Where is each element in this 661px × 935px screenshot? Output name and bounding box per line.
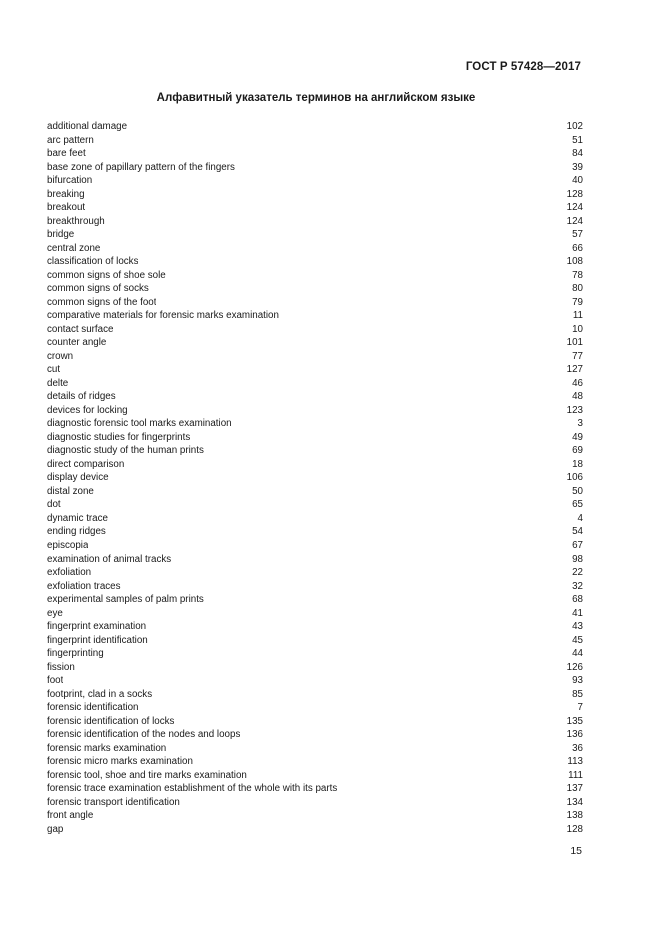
index-entry-term: distal zone (47, 485, 94, 497)
index-entry-page: 113 (567, 756, 583, 768)
index-entry-page: 48 (572, 391, 583, 403)
index-entry-page: 135 (566, 715, 583, 727)
index-entry-term: bare feet (47, 148, 86, 160)
index-entry (47, 444, 583, 458)
index-entry-page: 126 (566, 661, 583, 673)
index-entry-term: breakthrough (47, 215, 105, 227)
index-entry-page: 39 (572, 161, 583, 173)
index-entry (47, 228, 583, 242)
index-entry-page: 108 (566, 256, 583, 268)
index-entry (47, 134, 583, 148)
index-entry (47, 458, 583, 472)
index-entry-page: 69 (572, 445, 583, 457)
index-entry (47, 782, 583, 796)
index-entry (47, 309, 583, 323)
index-entry (47, 566, 583, 580)
index-entry-page: 98 (572, 553, 583, 565)
index-entry-term: fingerprinting (47, 648, 104, 660)
index-entry-page: 54 (572, 526, 583, 538)
index-entry-page: 85 (572, 688, 583, 700)
index-entry (47, 809, 583, 823)
index-entry (47, 215, 583, 229)
index-entry (47, 688, 583, 702)
index-entry-page: 124 (566, 215, 583, 227)
index-entry (47, 593, 583, 607)
index-entry-term: breakout (47, 202, 86, 214)
index-entry (47, 580, 583, 594)
index-entry-term: comparative materials for forensic marks examination (47, 310, 279, 322)
index-entry-term: forensic identification of the nodes and loops (47, 729, 241, 741)
index-entry-term: diagnostic forensic tool marks examination (47, 418, 232, 430)
index-entry-page: 49 (572, 431, 583, 443)
index-entry-term: breaking (47, 188, 85, 200)
index-entry-term: additional damage (47, 121, 128, 132)
index-entry-page: 124 (566, 202, 583, 214)
index-entry (47, 539, 583, 553)
index-entry (47, 377, 583, 391)
index-entry-term: forensic identification of locks (47, 715, 175, 727)
index-entry (47, 485, 583, 499)
index-entry (47, 269, 583, 283)
index-entry-term: bridge (47, 229, 75, 241)
index-entry (47, 674, 583, 688)
index-entry (47, 161, 583, 175)
index-entry-term: fingerprint examination (47, 621, 147, 633)
index-entry (47, 715, 583, 729)
index-entry-term: foot (47, 675, 64, 687)
index-entry-page: 45 (572, 634, 583, 646)
index-entry-term: diagnostic study of the human prints (47, 445, 204, 457)
index-entry (47, 336, 583, 350)
index-entry (47, 147, 583, 161)
index-entry-page: 128 (566, 188, 583, 200)
index-entry (47, 255, 583, 269)
index-entry-page: 80 (572, 283, 583, 295)
index-entry-term: common signs of the foot (47, 296, 157, 308)
index-entry-page: 43 (572, 621, 583, 633)
index-entry-term: ending ridges (47, 526, 106, 538)
index-entry-term: arc pattern (47, 134, 94, 146)
index-entry (47, 661, 583, 675)
index-entry-page: 32 (572, 580, 583, 592)
index-entry-term: dot (47, 499, 61, 511)
index-entry (47, 242, 583, 256)
index-entry-page: 93 (572, 675, 583, 687)
index-entry (47, 188, 583, 202)
index-entry-term: direct comparison (47, 458, 125, 470)
index-entry-term: examination of animal tracks (47, 553, 172, 565)
index-entry (47, 512, 583, 526)
index-entry (47, 350, 583, 364)
index-entry (47, 823, 583, 837)
index-entry (47, 201, 583, 215)
index-entry-page: 41 (572, 607, 583, 619)
index-entry (47, 431, 583, 445)
index-entry-page: 106 (566, 472, 583, 484)
index-entry (47, 174, 583, 188)
index-entry-page: 102 (566, 121, 583, 132)
index-entry-page: 7 (577, 702, 583, 714)
index-entry-page: 57 (572, 229, 583, 241)
index-entry-page: 128 (566, 823, 583, 835)
index-entry-page: 65 (572, 499, 583, 511)
index-entry (47, 390, 583, 404)
index-title: Алфавитный указатель терминов на английском языке (156, 92, 476, 104)
index-entry-term: forensic tool, shoe and tire marks examination (47, 769, 247, 781)
index-entry-page: 77 (572, 350, 583, 362)
index-entry-term: cut (47, 364, 61, 376)
index-entry-page: 66 (572, 242, 583, 254)
index-entry-term: exfoliation (47, 567, 92, 579)
index-entry-page: 123 (566, 404, 583, 416)
index-entry (47, 323, 583, 337)
index-entry-term: forensic identification (47, 702, 139, 714)
index-entry-term: episcopia (47, 539, 89, 551)
index-entry (47, 363, 583, 377)
index-entry-page: 101 (566, 337, 583, 349)
index-entry-term: fingerprint identification (47, 634, 148, 646)
index-entry-term: bifurcation (47, 175, 93, 187)
index-entry (47, 701, 583, 715)
index-entry-page: 10 (572, 323, 583, 335)
index-entry-page: 44 (572, 648, 583, 660)
index-entry (47, 417, 583, 431)
index-entry (47, 471, 583, 485)
index-entry (47, 120, 583, 134)
index-entry-term: common signs of socks (47, 283, 149, 295)
index-entry (47, 607, 583, 621)
index-entry-term: fission (47, 661, 75, 673)
index-entry (47, 296, 583, 310)
index-entry-term: classification of locks (47, 256, 139, 268)
index-entry-page: 22 (572, 567, 583, 579)
index-entry-page: 46 (572, 377, 583, 389)
index-entry-page: 137 (566, 783, 583, 795)
index-entry-page: 79 (572, 296, 583, 308)
index-entry-term: base zone of papillary pattern of the fingers (47, 161, 235, 173)
index-entry-page: 36 (572, 742, 583, 754)
index-entry-page: 127 (566, 364, 583, 376)
index-entry-page: 84 (572, 148, 583, 160)
index-entry-term: footprint, clad in a socks (47, 688, 153, 700)
index-entry-page: 51 (572, 134, 583, 146)
index-entry-term: delte (47, 377, 69, 389)
index-entry (47, 634, 583, 648)
index-entry-page: 18 (572, 458, 583, 470)
index-entry-page: 134 (566, 796, 583, 808)
index-entry-term: forensic transport identification (47, 796, 180, 808)
index-entry-term: counter angle (47, 337, 107, 349)
index-entry-term: gap (47, 823, 64, 835)
index-entry (47, 404, 583, 418)
index-entry-term: details of ridges (47, 391, 116, 403)
index-entry-term: experimental samples of palm prints (47, 594, 204, 606)
index-entry-term: forensic micro marks examination (47, 756, 193, 768)
index-entry-term: forensic marks examination (47, 742, 167, 754)
index-entry-term: central zone (47, 242, 101, 254)
index-entry-term: front angle (47, 810, 94, 822)
index-entry-page: 67 (572, 539, 583, 551)
index-entry-page: 50 (572, 485, 583, 497)
page-number: 15 (570, 845, 582, 857)
index-entry (47, 525, 583, 539)
index-entry-term: devices for locking (47, 404, 128, 416)
index-entry (47, 728, 583, 742)
index-entry-term: dynamic trace (47, 512, 108, 524)
index-entry-term: diagnostic studies for fingerprints (47, 431, 191, 443)
index-entry-term: common signs of shoe sole (47, 269, 166, 281)
index-entry-page: 136 (566, 729, 583, 741)
index-entry-page: 40 (572, 175, 583, 187)
index-entry (47, 282, 583, 296)
index-entry-page: 4 (577, 512, 583, 524)
index-entry (47, 755, 583, 769)
index-entry-page: 11 (572, 310, 583, 322)
index-entry (47, 647, 583, 661)
index-entry (47, 742, 583, 756)
document-code: ГОСТ Р 57428—2017 (465, 61, 581, 73)
index-entry (47, 796, 583, 810)
index-entry-term: forensic trace examination establishment of the whole with its parts (47, 783, 338, 795)
index-entry-page: 68 (572, 594, 583, 606)
index-entry-term: eye (47, 607, 63, 619)
index-entry (47, 769, 583, 783)
index-entry-term: contact surface (47, 323, 114, 335)
index-entry-page: 111 (568, 769, 583, 781)
index-entry (47, 553, 583, 567)
index-entry-page: 138 (566, 810, 583, 822)
index-entry (47, 620, 583, 634)
index-entry-page: 3 (577, 418, 583, 430)
index-entry-term: display device (47, 472, 109, 484)
index-entry-term: exfoliation traces (47, 580, 121, 592)
index-entry-list (47, 120, 583, 836)
index-entry (47, 498, 583, 512)
index-entry-page: 78 (572, 269, 583, 281)
index-entry-term: crown (47, 350, 74, 362)
